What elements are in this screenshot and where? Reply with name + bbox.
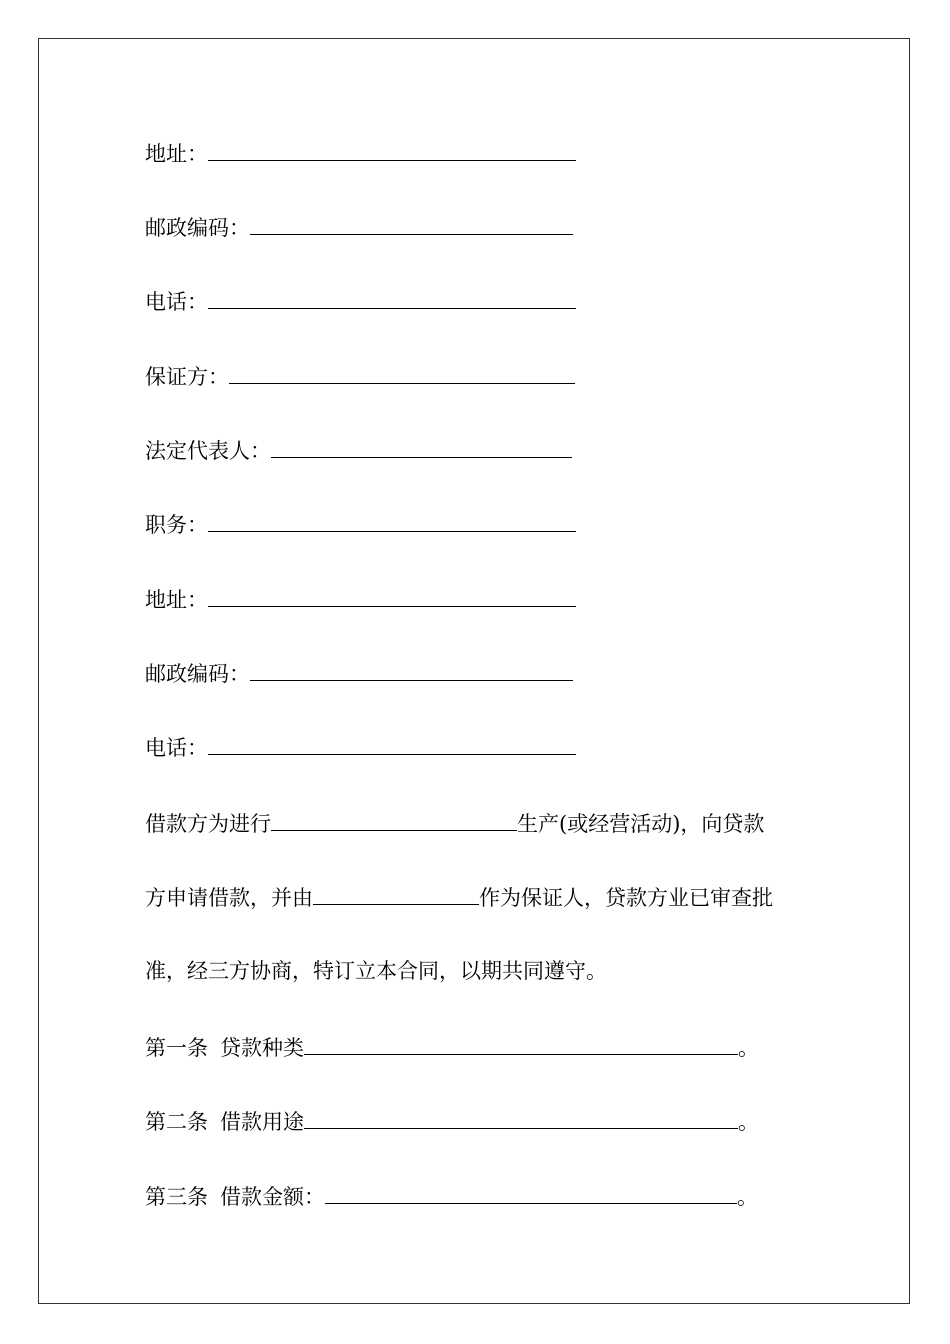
article-number: 第三条 <box>145 1185 208 1209</box>
preamble-text: 作为保证人，贷款方业已审查批 <box>479 886 773 910</box>
postcode-label: 邮政编码： <box>145 662 250 686</box>
postcode-blank[interactable] <box>250 212 573 235</box>
phone-blank[interactable] <box>208 286 576 309</box>
phone-line-1 <box>145 286 576 316</box>
postcode-line-2 <box>145 658 573 688</box>
legal-rep-label: 法定代表人： <box>145 439 271 463</box>
position-blank[interactable] <box>208 509 576 532</box>
guarantor-line <box>145 361 575 391</box>
article-end: 。 <box>738 1110 759 1134</box>
article-1 <box>145 1032 759 1062</box>
article-2 <box>145 1106 759 1136</box>
article-3 <box>145 1181 758 1211</box>
postcode-label: 邮政编码： <box>145 216 250 240</box>
article-number: 第一条 <box>145 1036 208 1060</box>
article-number: 第二条 <box>145 1110 208 1134</box>
preamble-line-1 <box>145 808 764 838</box>
article-end: 。 <box>738 1036 759 1060</box>
article-title: 贷款种类 <box>220 1036 304 1060</box>
loan-amount-blank[interactable] <box>325 1181 737 1204</box>
preamble-line-3 <box>145 956 607 986</box>
article-end: 。 <box>737 1185 758 1209</box>
address-label: 地址： <box>145 142 208 166</box>
guarantor-name-blank[interactable] <box>313 882 479 905</box>
phone-label: 电话： <box>145 736 208 760</box>
phone-label: 电话： <box>145 290 208 314</box>
address-line-2 <box>145 584 576 614</box>
preamble-text: 准，经三方协商，特订立本合同，以期共同遵守。 <box>145 959 607 983</box>
position-line <box>145 509 576 539</box>
phone-blank[interactable] <box>208 732 576 755</box>
guarantor-label: 保证方： <box>145 365 229 389</box>
production-blank[interactable] <box>271 808 517 831</box>
loan-type-blank[interactable] <box>304 1032 738 1055</box>
address-blank[interactable] <box>208 138 576 161</box>
loan-purpose-blank[interactable] <box>304 1106 738 1129</box>
position-label: 职务： <box>145 513 208 537</box>
preamble-text: 借款方为进行 <box>145 812 271 836</box>
phone-line-2 <box>145 732 576 762</box>
address-blank[interactable] <box>208 584 576 607</box>
address-label: 地址： <box>145 588 208 612</box>
legal-rep-line <box>145 435 572 465</box>
address-line-1 <box>145 138 576 168</box>
preamble-text: 生产(或经营活动)，向贷款 <box>517 812 765 836</box>
article-title: 借款金额： <box>220 1185 325 1209</box>
postcode-blank[interactable] <box>250 658 573 681</box>
preamble-text: 方申请借款，并由 <box>145 886 313 910</box>
legal-rep-blank[interactable] <box>271 435 572 458</box>
article-title: 借款用途 <box>220 1110 304 1134</box>
preamble-line-2 <box>145 882 773 912</box>
guarantor-blank[interactable] <box>229 361 575 384</box>
postcode-line-1 <box>145 212 573 242</box>
